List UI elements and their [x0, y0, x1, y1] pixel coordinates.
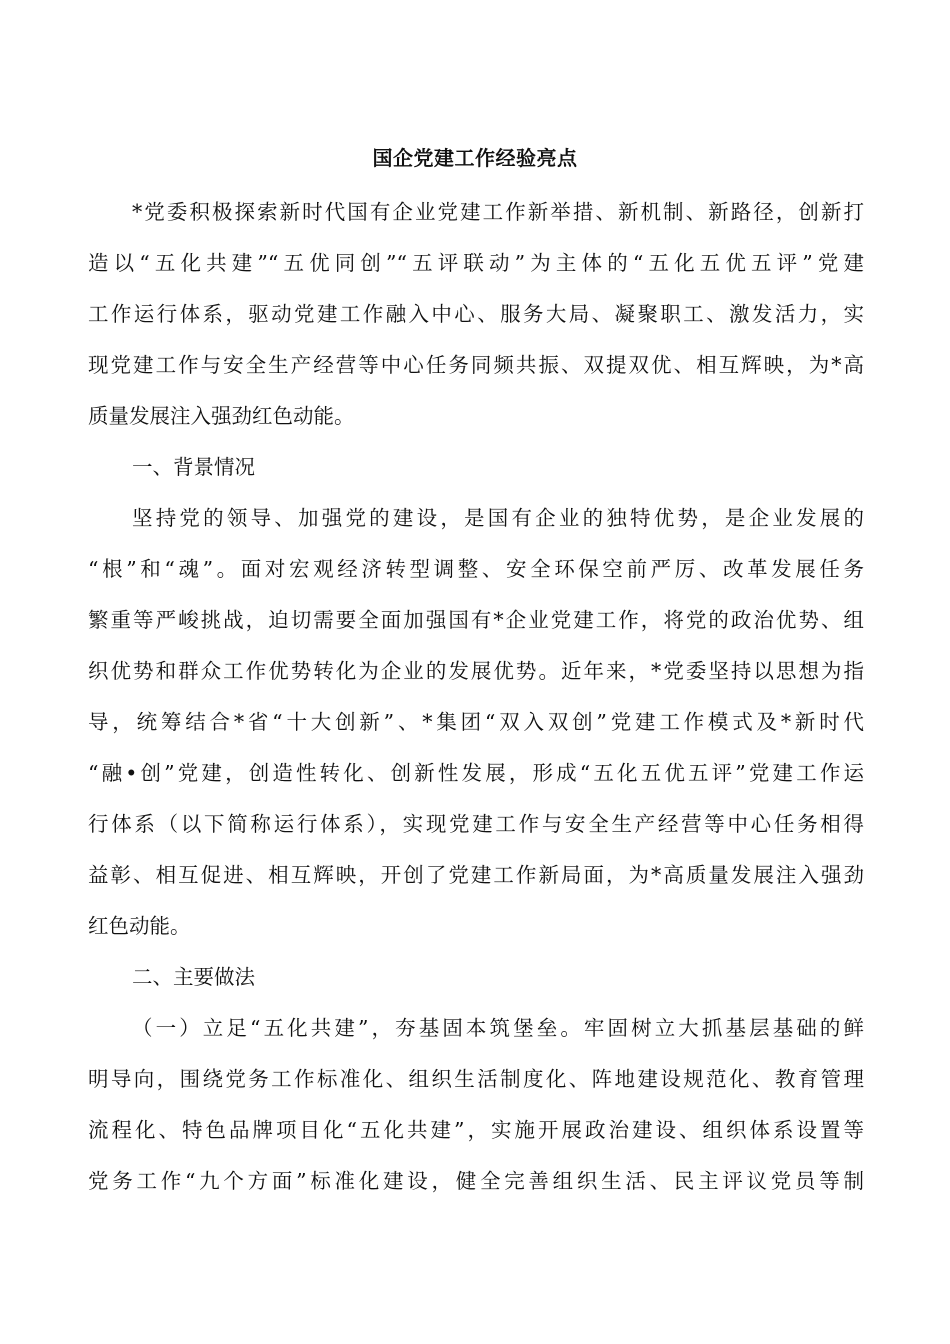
text-line: 党务工作“九个方面”标准化建设，健全完善组织生活、民主评议党员等制	[88, 1169, 864, 1193]
text-line: 工作运行体系，驱动党建工作融入中心、服务大局、凝聚职工、激发活力，实	[88, 302, 864, 326]
text-line: 一、背景情况	[132, 455, 255, 479]
text-line: 导，统筹结合*省“十大创新”、*集团“双入双创”党建工作模式及*新时代	[88, 710, 864, 734]
text-line: 红色动能。	[88, 914, 191, 938]
text-line: 二、主要做法	[132, 965, 255, 989]
text-line: “根”和“魂”。面对宏观经济转型调整、安全环保空前严厉、改革发展任务	[88, 557, 864, 581]
text-line: 造以“五化共建”“五优同创”“五评联动”为主体的“五化五优五评”党建	[88, 251, 864, 275]
document-body	[88, 187, 864, 1207]
text-line: 流程化、特色品牌项目化“五化共建”，实施开展政治建设、组织体系设置等	[88, 1118, 864, 1142]
text-line: 繁重等严峻挑战，迫切需要全面加强国有*企业党建工作，将党的政治优势、组	[88, 608, 864, 632]
text-line: 织优势和群众工作优势转化为企业的发展优势。近年来，*党委坚持以思想为指	[88, 659, 864, 683]
text-line: （一）立足“五化共建”，夯基固本筑堡垒。牢固树立大抓基层基础的鲜	[132, 1016, 864, 1040]
text-line: 坚持党的领导、加强党的建设，是国有企业的独特优势，是企业发展的	[132, 506, 864, 530]
text-line: “融•创”党建，创造性转化、创新性发展，形成“五化五优五评”党建工作运	[88, 761, 864, 785]
text-line: 明导向，围绕党务工作标准化、组织生活制度化、阵地建设规范化、教育管理	[88, 1067, 864, 1091]
text-line: 质量发展注入强劲红色动能。	[88, 404, 355, 428]
document-title: 国企党建工作经验亮点	[372, 146, 578, 170]
text-line: 现党建工作与安全生产经营等中心任务同频共振、双提双优、相互辉映，为*高	[88, 353, 864, 377]
text-line: 行体系（以下简称运行体系），实现党建工作与安全生产经营等中心任务相得	[88, 812, 864, 836]
text-line: 益彰、相互促进、相互辉映，开创了党建工作新局面，为*高质量发展注入强劲	[88, 863, 864, 887]
text-line: *党委积极探索新时代国有企业党建工作新举措、新机制、新路径，创新打	[132, 200, 864, 224]
